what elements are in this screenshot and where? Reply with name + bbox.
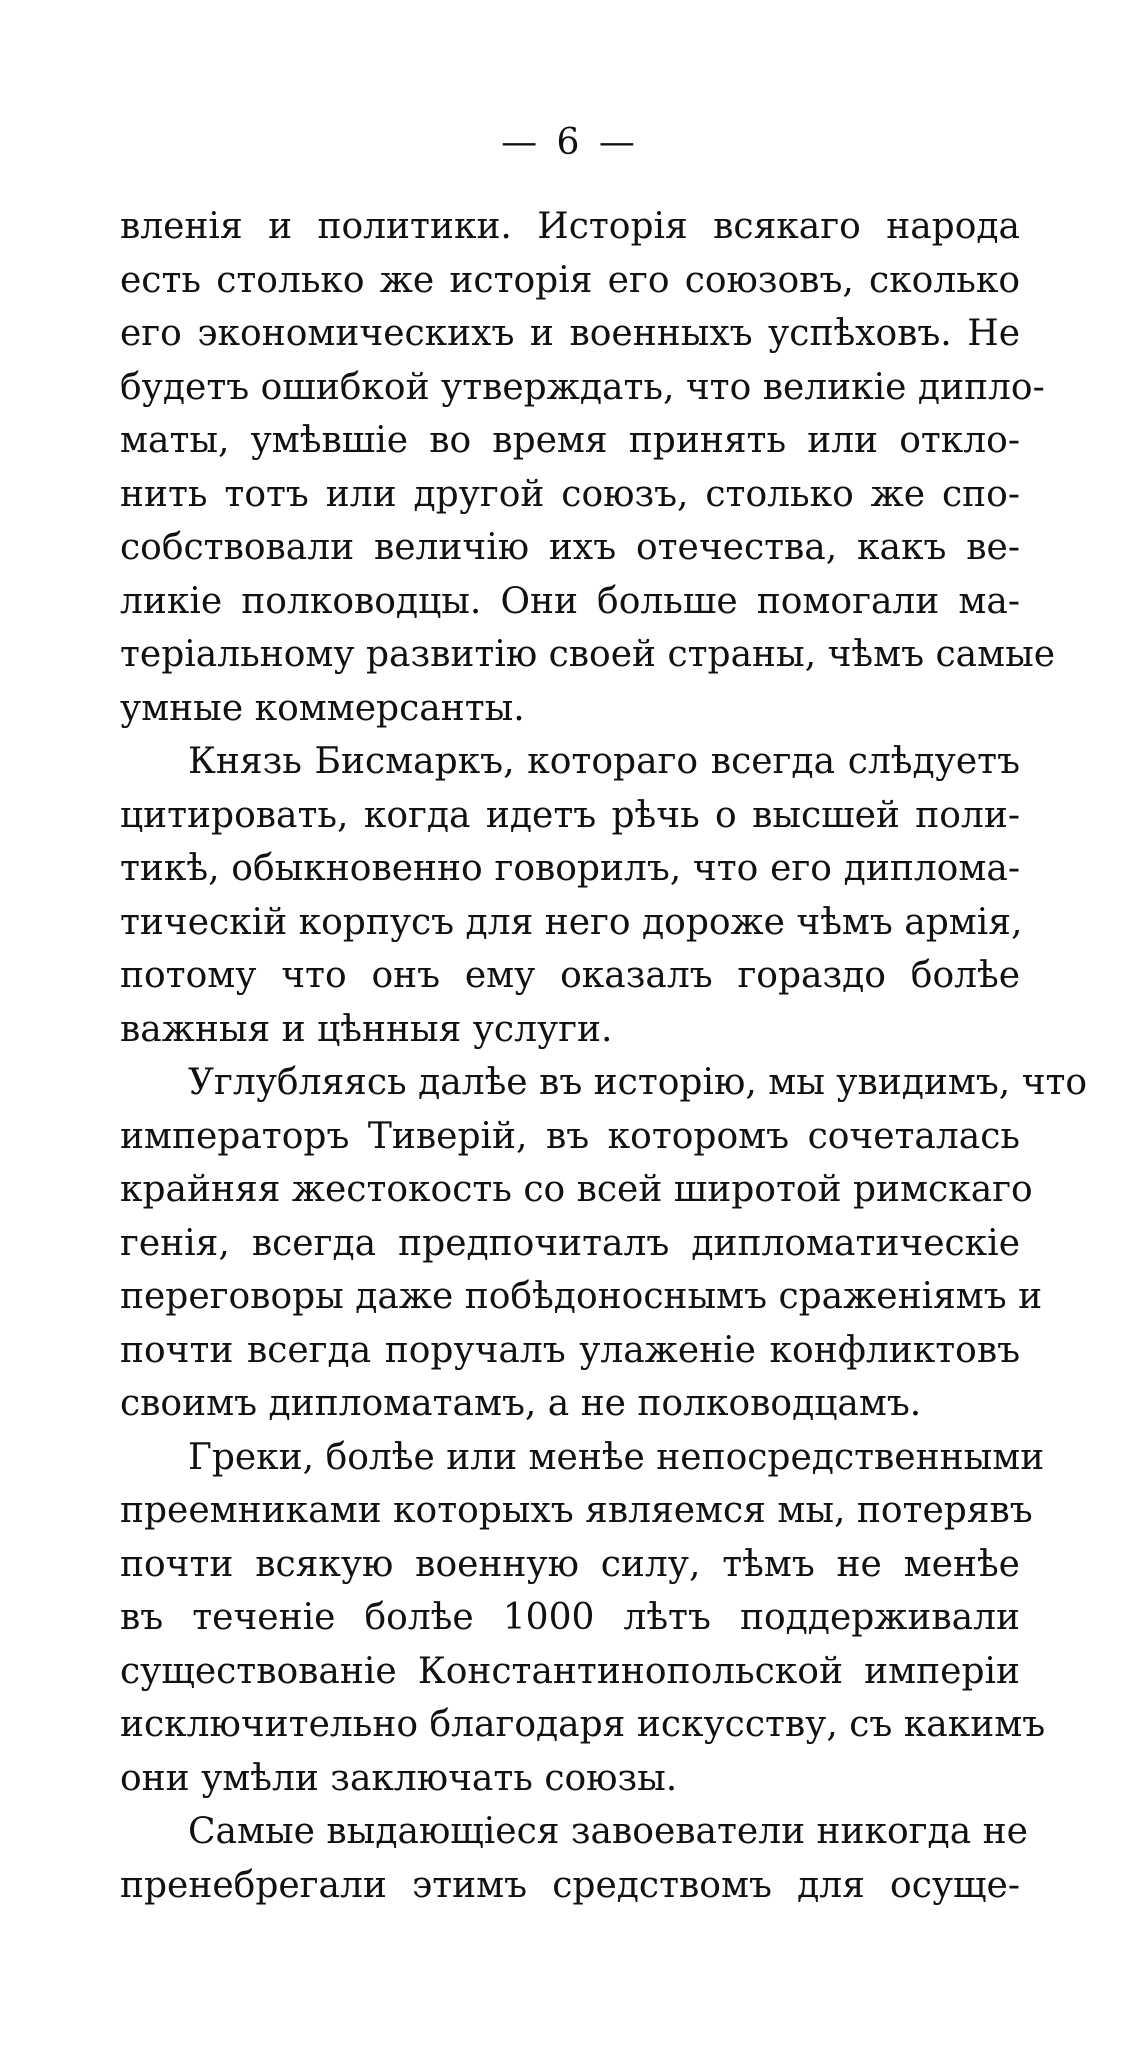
text-line: почти всякую военную силу, тѣмъ не менѣе <box>120 1543 1020 1585</box>
text-line: императоръ Тиверій, въ которомъ сочеталась <box>120 1115 1020 1157</box>
text-line: собствовали величію ихъ отечества, какъ ве- <box>120 527 1020 568</box>
text-line: ликіе полководцы. Они больше помогали ма- <box>120 580 1020 622</box>
page-number: — 6 — <box>501 122 639 163</box>
text-line: маты, умѣвшіе во время принять или откло- <box>120 420 1020 461</box>
text-line: будетъ ошибкой утверждать, что великіе дипло- <box>120 366 1045 408</box>
text-line: вленія и политики. Исторія всякаго народа <box>120 206 1020 247</box>
text-line: въ теченіе болѣе 1000 лѣтъ поддерживали <box>120 1597 1020 1638</box>
text-line: его экономическихъ и военныхъ успѣховъ. Не <box>120 313 1020 354</box>
paragraph-end-line: умные коммерсанты. <box>120 687 525 729</box>
text-line: крайняя жестокость со всей широтой римскаго <box>120 1169 1033 1210</box>
text-line: нить тотъ или другой союзъ, столько же спо- <box>120 473 1020 515</box>
text-line: исключительно благодаря искусству, съ какимъ <box>120 1704 1046 1745</box>
paragraph-start-line: Греки, болѣе или менѣе непосредственными <box>188 1436 1045 1478</box>
text-line: почти всегда поручалъ улаженіе конфликтовъ <box>120 1329 1020 1371</box>
text-line: пренебрегали этимъ средствомъ для осуще- <box>120 1864 1020 1906</box>
text-line: потому что онъ ему оказалъ гораздо болѣе <box>120 955 1020 996</box>
paragraph-end-line: они умѣли заключать союзы. <box>120 1757 678 1799</box>
paragraph-start-line: Углубляясь далѣе въ исторію, мы увидимъ, что <box>188 1062 1088 1103</box>
text-line: есть столько же исторія его союзовъ, сколько <box>120 259 1020 301</box>
paragraph-end-line: важныя и цѣнныя услуги. <box>120 1008 613 1050</box>
text-line: генія, всегда предпочиталъ дипломатическіе <box>120 1222 1020 1264</box>
paragraph-end-line: своимъ дипломатамъ, а не полководцамъ. <box>120 1383 922 1424</box>
paragraph-start-line: Самые выдающіеся завоеватели никогда не <box>188 1811 1028 1852</box>
text-line: цитировать, когда идетъ рѣчь о высшей поли- <box>120 794 1020 836</box>
text-line: существованіе Константинопольской имперіи <box>120 1650 1020 1692</box>
text-line: теріальному развитію своей страны, чѣмъ самые <box>120 634 1056 675</box>
body-text <box>120 200 1088 1912</box>
text-line: преемниками которыхъ являемся мы, потерявъ <box>120 1490 1033 1531</box>
text-line: тикѣ, обыкновенно говорилъ, что его диплома- <box>120 848 1020 889</box>
text-line: переговоры даже побѣдоноснымъ сраженіямъ и <box>120 1276 1043 1317</box>
paragraph-start-line: Князь Бисмаркъ, котораго всегда слѣдуетъ <box>188 741 1020 782</box>
text-line: тическій корпусъ для него дороже чѣмъ армія, <box>120 901 1023 943</box>
